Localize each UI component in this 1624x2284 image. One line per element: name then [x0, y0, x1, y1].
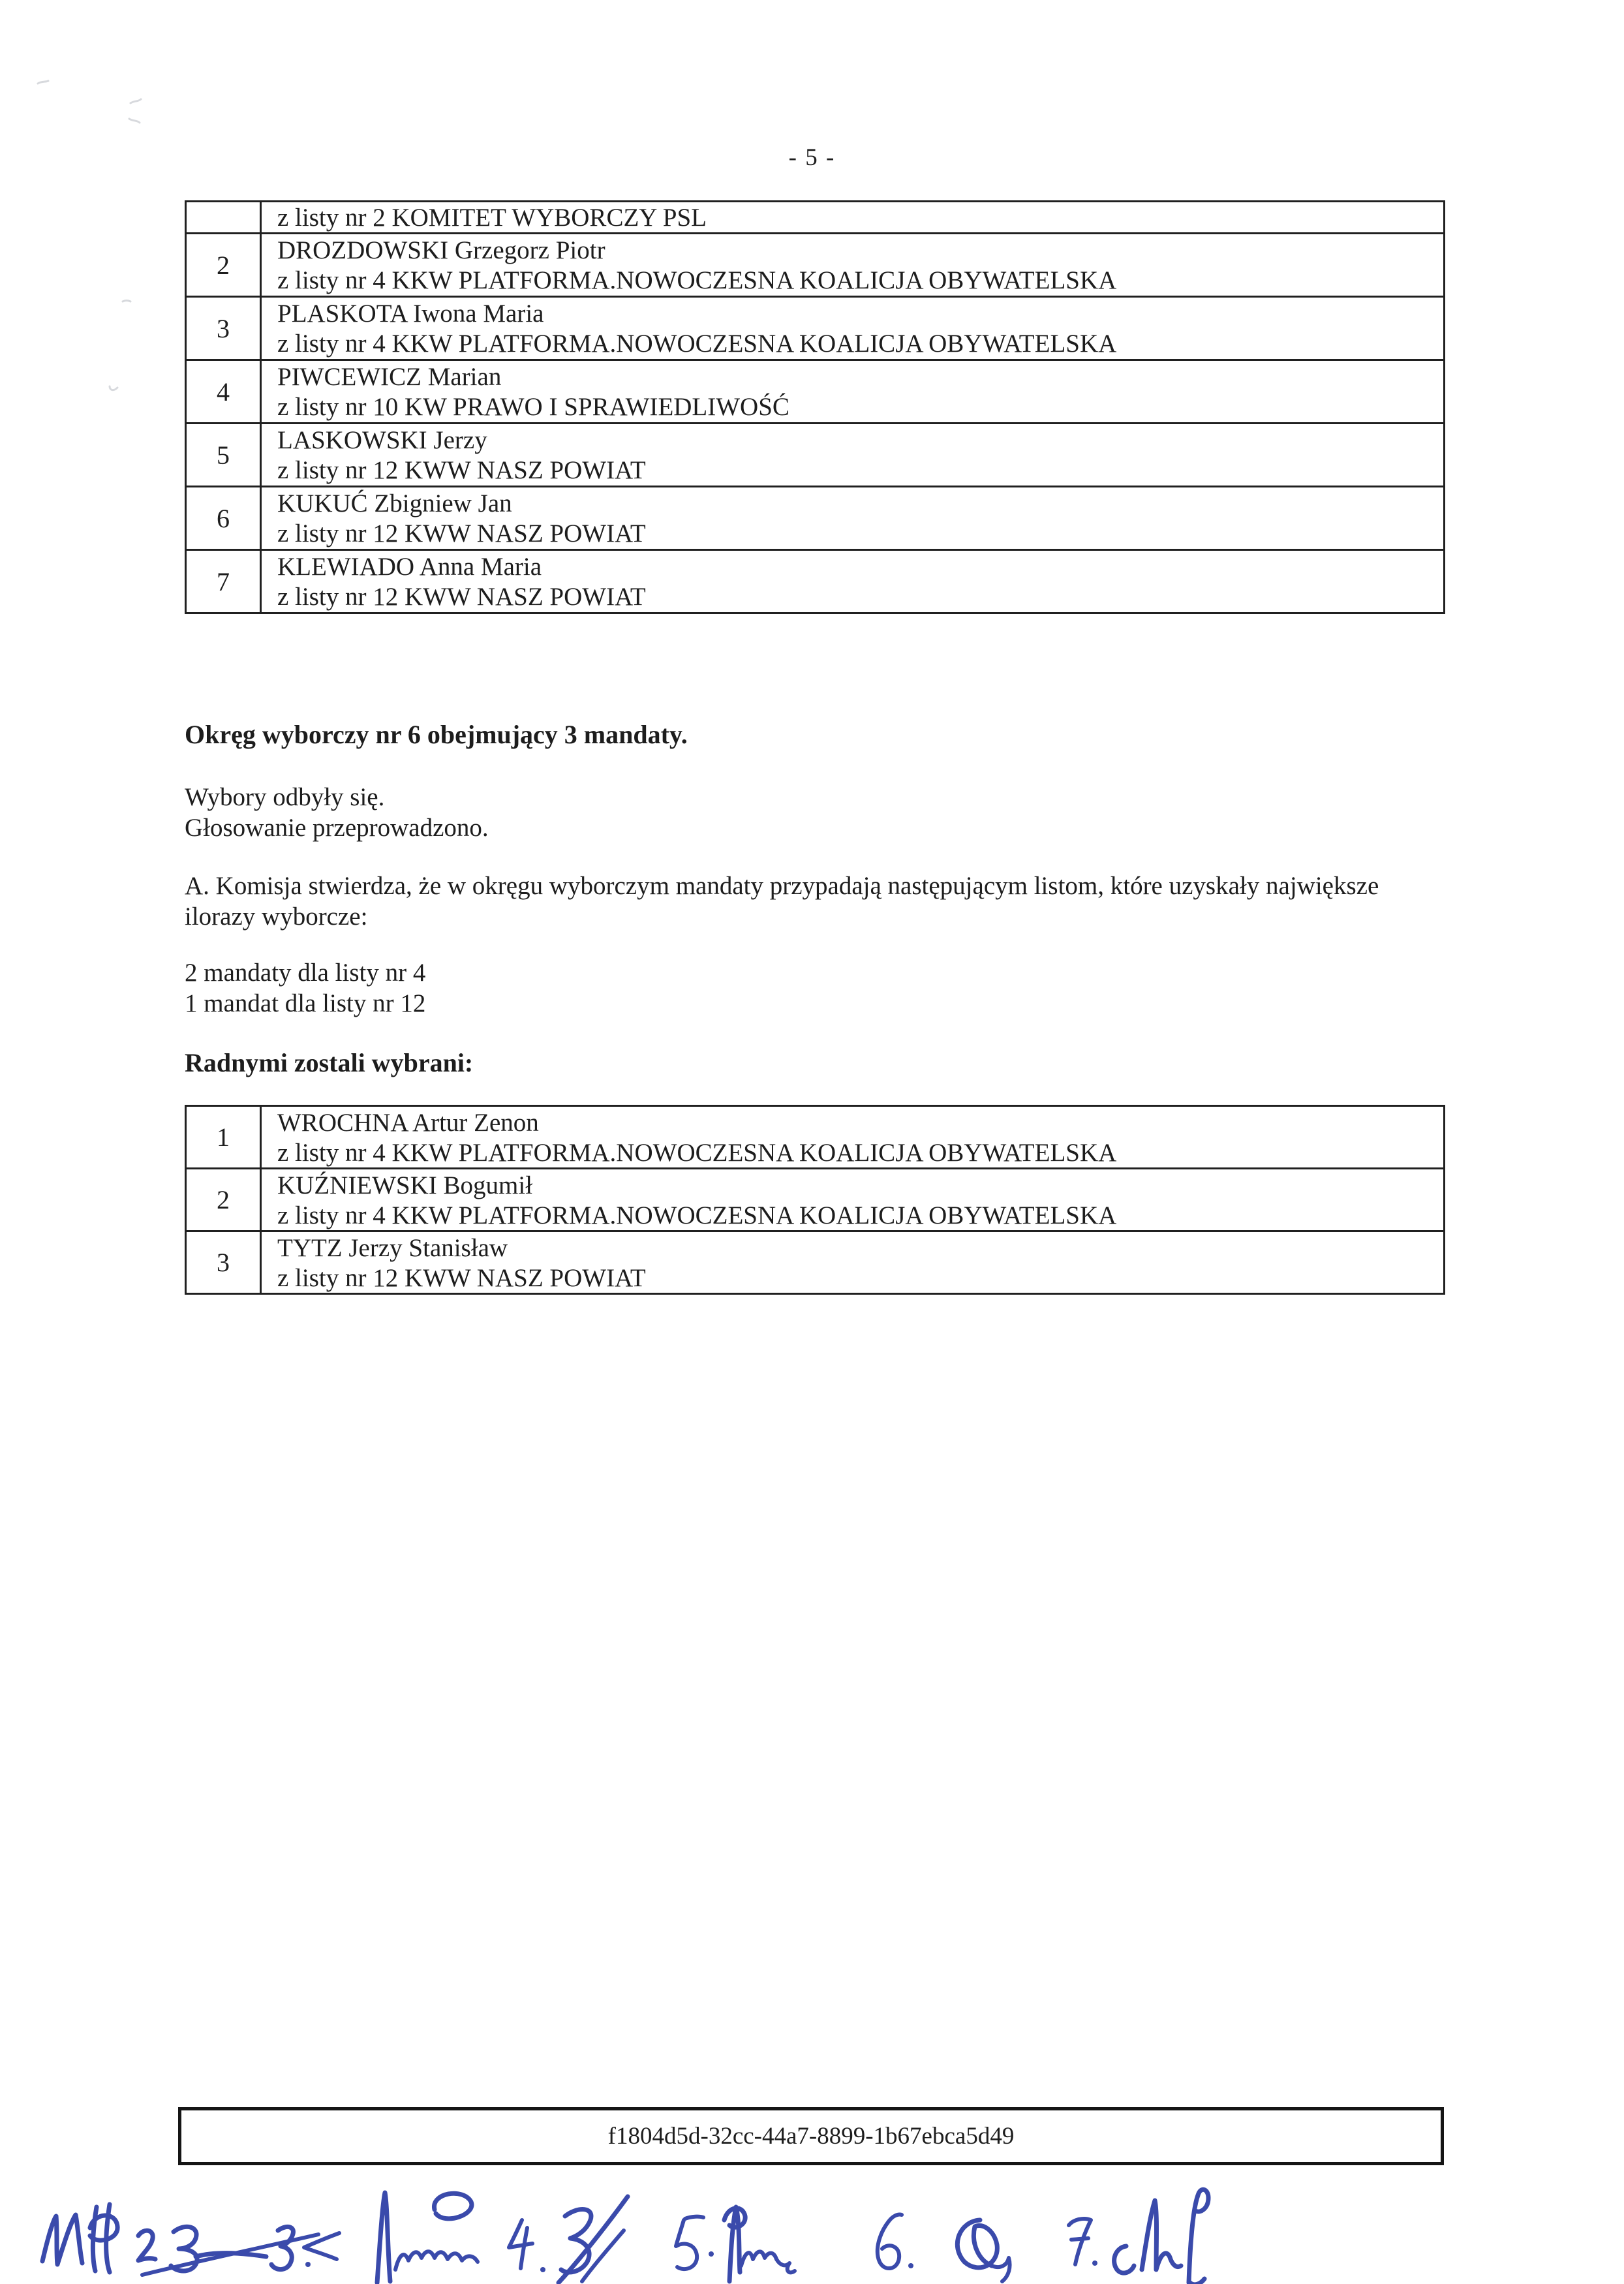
candidate-name: KLEWIADO Anna Maria [277, 553, 542, 581]
table-row [186, 1231, 1445, 1294]
mandate-allocation [185, 957, 425, 1019]
candidate-list: z listy nr 4 KKW PLATFORMA.NOWOCZESNA KOALICJA OBYWATELSKA [277, 1138, 1117, 1167]
table-row [186, 1106, 1445, 1169]
row-number: 3 [186, 297, 261, 360]
statement-line: ilorazy wyborcze: [185, 903, 368, 931]
candidate-name: KUŹNIEWSKI Bogumił [277, 1171, 533, 1199]
mandate-line: 1 mandat dla listy nr 12 [185, 989, 426, 1017]
elected-table [185, 1105, 1445, 1295]
district-heading: Okręg wyborczy nr 6 obejmujący 3 mandaty. [185, 720, 688, 749]
table-row [186, 487, 1445, 550]
row-number: 5 [186, 424, 261, 487]
candidate-name: LASKOWSKI Jerzy [277, 426, 487, 454]
candidate-list: z listy nr 4 KKW PLATFORMA.NOWOCZESNA KOALICJA OBYWATELSKA [277, 1201, 1117, 1229]
candidate-list: z listy nr 12 KWW NASZ POWIAT [277, 583, 646, 611]
row-number: 4 [186, 360, 261, 424]
document-id-box [178, 2107, 1444, 2165]
row-number: 6 [186, 487, 261, 550]
candidate-list: z listy nr 4 KKW PLATFORMA.NOWOCZESNA KOALICJA OBYWATELSKA [277, 266, 1117, 294]
commission-statement [185, 871, 1483, 932]
mandate-line: 2 mandaty dla listy nr 4 [185, 959, 426, 987]
table-row [186, 234, 1445, 297]
table-row [186, 424, 1445, 487]
table-row [186, 1169, 1445, 1231]
candidate-name: KUKUĆ Zbigniew Jan [277, 489, 512, 517]
table-row [186, 202, 1445, 234]
status-line: Głosowanie przeprowadzono. [185, 814, 489, 842]
page-number: - 5 - [788, 144, 836, 171]
candidate-list: z listy nr 2 KOMITET WYBORCZY PSL [277, 203, 707, 232]
continued-results-table [185, 200, 1445, 614]
signature-ink [42, 2189, 1208, 2284]
row-number: 3 [186, 1231, 261, 1294]
document-id: f1804d5d-32cc-44a7-8899-1b67ebca5d49 [607, 2123, 1015, 2150]
row-number: 2 [186, 1169, 261, 1231]
candidate-name: DROZDOWSKI Grzegorz Piotr [277, 236, 605, 264]
candidate-list: z listy nr 4 KKW PLATFORMA.NOWOCZESNA KOALICJA OBYWATELSKA [277, 330, 1117, 358]
row-number: 2 [186, 234, 261, 297]
scan-artifacts [26, 52, 170, 418]
row-number [186, 202, 261, 234]
table-row [186, 297, 1445, 360]
candidate-list: z listy nr 12 KWW NASZ POWIAT [277, 519, 646, 548]
candidate-list: z listy nr 10 KW PRAWO I SPRAWIEDLIWOŚĆ [277, 393, 789, 421]
candidate-name: PLASKOTA Iwona Maria [277, 300, 544, 328]
election-status [185, 782, 489, 843]
candidate-name: TYTZ Jerzy Stanisław [277, 1233, 508, 1262]
status-line: Wybory odbyły się. [185, 783, 385, 811]
candidate-list: z listy nr 12 KWW NASZ POWIAT [277, 456, 646, 484]
elected-heading: Radnymi zostali wybrani: [185, 1048, 474, 1077]
statement-line: A. Komisja stwierdza, że w okręgu wyborczym mandaty przypadają następującym listom, które uzyskały największe [185, 872, 1379, 900]
handwritten-signatures [7, 2173, 1246, 2284]
table-row [186, 360, 1445, 424]
candidate-name: PIWCEWICZ Marian [277, 363, 502, 391]
candidate-name: WROCHNA Artur Zenon [277, 1108, 539, 1137]
table-row [186, 550, 1445, 613]
candidate-list: z listy nr 12 KWW NASZ POWIAT [277, 1263, 646, 1292]
row-number: 1 [186, 1106, 261, 1169]
row-number: 7 [186, 550, 261, 613]
